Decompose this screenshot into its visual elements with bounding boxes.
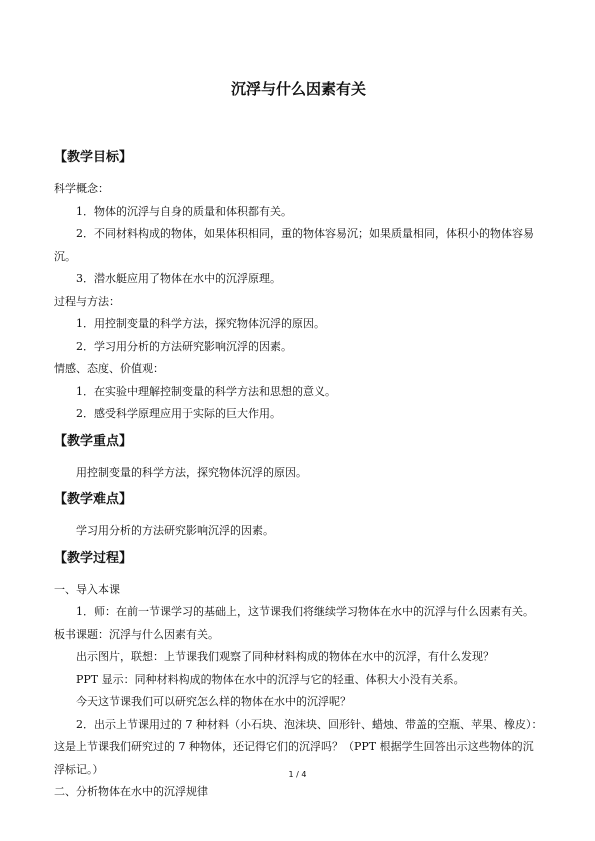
difficulties-text: 学习用分析的方法研究影响沉浮的因素。: [76, 524, 274, 537]
process-part1-label: 一、导入本课: [54, 582, 120, 596]
section-heading-process: 【教学过程】: [54, 550, 133, 566]
process-item-1: 1．用控制变量的科学方法，探究物体沉浮的原因。: [76, 317, 325, 330]
page-number: 1 / 4: [288, 770, 307, 779]
concept-item-2: 2．不同材料构成的物体，如果体积相同，重的物体容易沉；如果质量相同，体积小的物体容易沉。: [54, 227, 534, 263]
process-part2-label: 二、分析物体在水中的沉浮规律: [54, 785, 208, 798]
attitude-item-1: 1．在实验中理解控制变量的科学方法和思想的意义。: [76, 384, 336, 398]
document-title: 沉浮与什么因素有关: [230, 80, 366, 98]
attitude-item-2: 2．感受科学原理应用于实际的巨大作用。: [76, 407, 281, 420]
process-paragraph-5: 2．出示上节课用过的 7 种材料（小石块、泡沫块、回形针、蜡烛、带盖的空瓶、苹果、橡皮）：这是上节课我们研究过的 7 种物体，还记得它们的沉浮吗？（PPT 根据学生回答出示这些物体的沉浮标记。）: [54, 717, 543, 776]
process-paragraph-3: PPT 显示：同种材料构成的物体在水中的沉浮与它的轻重、体积大小没有关系。: [76, 672, 465, 686]
section-heading-difficulties: 【教学难点】: [54, 492, 133, 507]
process-paragraph-4: 今天这节课我们可以研究怎么样的物体在水中的沉浮呢？: [76, 695, 351, 708]
label-attitude: 情感、态度、价值观：: [54, 362, 164, 375]
concept-item-1: 1．物体的沉浮与自身的质量和体积都有关。: [76, 204, 292, 218]
key-points-text: 用控制变量的科学方法，探究物体沉浮的原因。: [76, 465, 307, 479]
label-concept: 科学概念：: [54, 182, 109, 195]
process-paragraph-1: 1．师：在前一节课学习的基础上，这节课我们将继续学习物体在水中的沉浮与什么因素有关。板书课题：沉浮与什么因素有关。: [54, 605, 534, 641]
process-paragraph-2: 出示图片，联想：上节课我们观察了同种材料构成的物体在水中的沉浮，有什么发现？: [76, 650, 494, 663]
label-process: 过程与方法：: [54, 294, 120, 308]
section-heading-key-points: 【教学重点】: [54, 433, 133, 449]
process-item-2: 2．学习用分析的方法研究影响沉浮的因素。: [76, 339, 292, 353]
section-heading-goals: 【教学目标】: [54, 150, 133, 165]
concept-item-3: 3．潜水艇应用了物体在水中的沉浮原理。: [76, 272, 281, 285]
